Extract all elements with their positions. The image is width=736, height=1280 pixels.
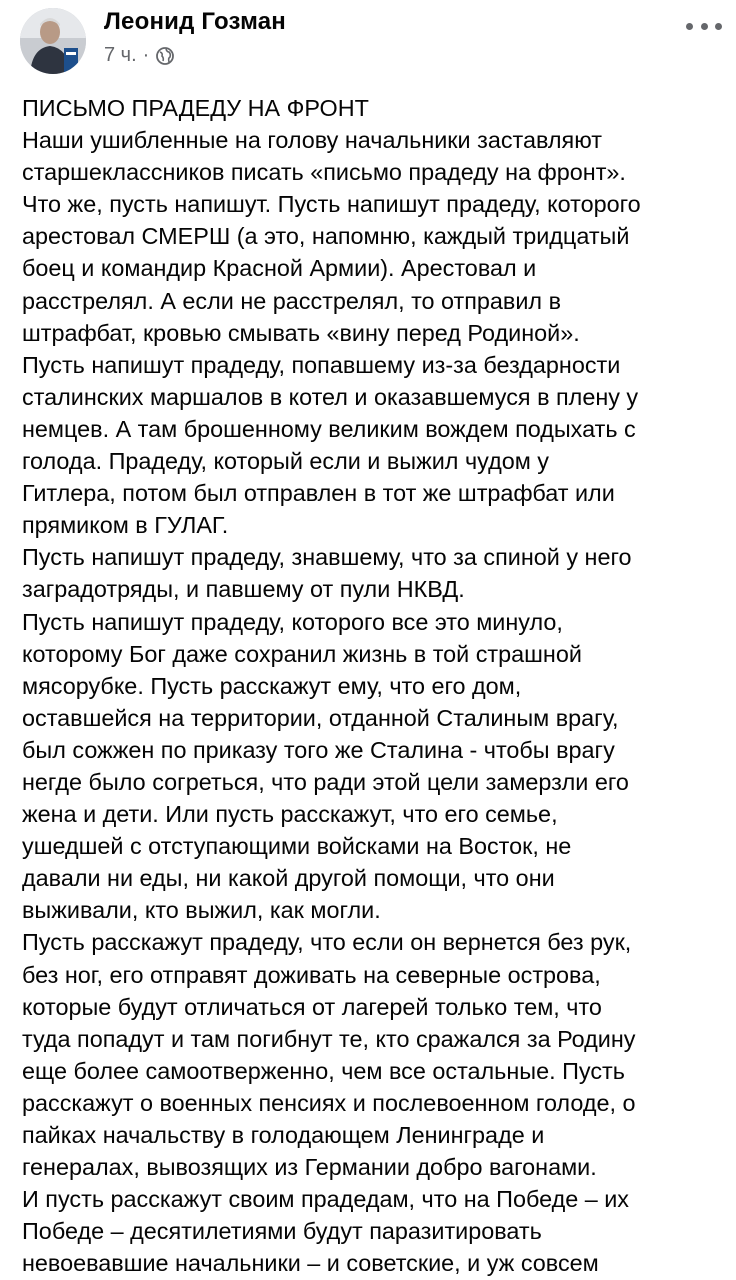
post-text-line: расстрелял. А если не расстрелял, то отправил в	[22, 287, 562, 314]
author-name[interactable]: Леонид Гозман	[104, 8, 286, 35]
post-text-line: Победе – десятилетиями будут паразитировать	[22, 1218, 542, 1245]
avatar[interactable]	[20, 8, 86, 74]
meta-separator: ·	[142, 44, 150, 66]
post-text-line: И пусть расскажут своим прадедам, что на Победе – их	[22, 1186, 630, 1213]
post-text-line: старшеклассников писать «письмо прадеду на фронт».	[22, 159, 626, 186]
post-text-line: невоевавшие начальники – и советские, и уж совсем	[22, 1250, 599, 1277]
post-text-line: без ног, его отправят доживать на северные острова,	[22, 961, 601, 988]
post-text-line: которому Бог даже сохранил жизнь в той страшной	[22, 640, 582, 667]
post-text-line: ушедшей с отступающими войсками на Восток, не	[22, 833, 572, 860]
post-text-line: генералах, вывозящих из Германии добро вагонами.	[22, 1154, 597, 1181]
post-text-line: давали ни еды, ни какой другой помощи, что они	[22, 865, 555, 892]
post-text-line: был сожжен по приказу того же Сталина - чтобы врагу	[22, 736, 615, 763]
post-text-line: пайках начальству в голодающем Ленинграде и	[22, 1122, 545, 1148]
post-text-line: Гитлера, потом был отправлен в тот же штрафбат или	[22, 480, 615, 507]
post-text-line: арестовал СМЕРШ (а это, напомню, каждый тридцатый	[22, 223, 630, 250]
post-text-line: жена и дети. Или пусть расскажут, что его семье,	[22, 801, 558, 828]
post-text-line: Что же, пусть напишут. Пусть напишут прадеду, которого	[22, 191, 641, 218]
post-text-line: еще более самоотверженно, чем все остальные. Пусть	[22, 1057, 625, 1084]
post-text-line: штрафбат, кровью смывать «вину перед Родиной».	[22, 319, 580, 346]
globe-icon[interactable]	[155, 46, 175, 66]
post-text-line: оставшейся на территории, отданной Сталиным врагу,	[22, 704, 619, 731]
post-text-line: Пусть напишут прадеду, которого все это минуло,	[22, 608, 563, 635]
post-text-line: выживали, кто выжил, как могли.	[22, 897, 381, 924]
avatar-photo	[20, 8, 86, 74]
post-text-line: негде было согреться, что ради этой цели замерзли его	[22, 768, 629, 795]
post-text-line: туда попадут и там погибнут те, кто сражался за Родину	[22, 1025, 636, 1052]
post-text-line: заградотряды, и павшему от пули НКВД.	[22, 576, 465, 603]
post-meta	[104, 44, 175, 67]
post-text-line: голода. Прадеду, который если и выжил чудом у	[22, 448, 549, 475]
post-text-line: расскажут о военных пенсиях и послевоенном голоде, о	[22, 1089, 636, 1116]
more-options-icon[interactable]	[686, 14, 722, 38]
post-timestamp[interactable]: 7 ч.	[104, 44, 137, 66]
post-title: ПИСЬМО ПРАДЕДУ НА ФРОНТ	[22, 95, 369, 121]
post-text-line: Пусть напишут прадеду, попавшему из-за бездарности	[22, 351, 621, 378]
post-text-line: Пусть напишут прадеду, знавшему, что за спиной у него	[22, 544, 632, 571]
post-text	[22, 92, 722, 1279]
post-text-line: прямиком в ГУЛАГ.	[22, 512, 229, 539]
post-text-line: боец и командир Красной Армии). Арестовал и	[22, 255, 537, 282]
post-text-line: Пусть расскажут прадеду, что если он вернется без рук,	[22, 929, 632, 956]
post-header	[0, 0, 736, 92]
post-text-line: которые будут отличаться от лагерей только тем, что	[22, 993, 602, 1020]
post-text-line: Наши ушибленные на голову начальники заставляют	[22, 127, 602, 154]
post-text-line: мясорубке. Пусть расскажут ему, что его дом,	[22, 672, 522, 699]
post-text-line: немцев. А там брошенному великим вождем подыхать с	[22, 415, 636, 442]
post-text-line: сталинских маршалов в котел и оказавшемуся в плену у	[22, 383, 639, 410]
